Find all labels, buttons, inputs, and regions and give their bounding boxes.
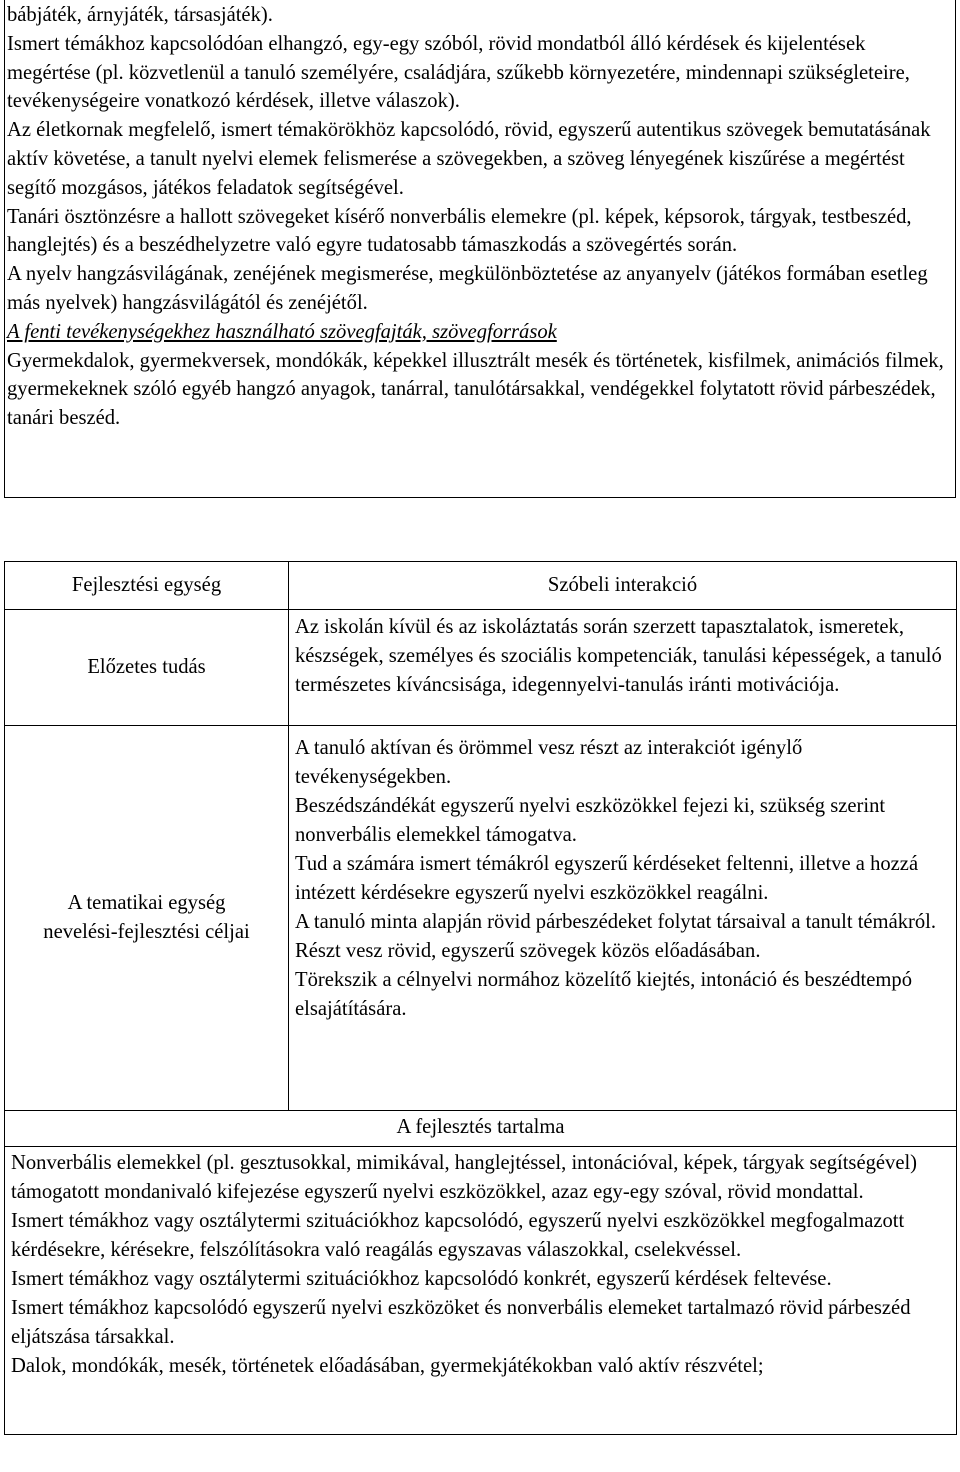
header-left-cell [5, 562, 289, 610]
goals-label-cell [5, 726, 289, 1111]
top-section-text [7, 1, 951, 433]
header-right-cell [289, 562, 957, 610]
goal-item: Beszédszándékát egyszerű nyelvi eszközökkel fejezi ki, szükség szerint nonverbális elemekkel támogatva. [295, 795, 886, 846]
prior-knowledge-row [5, 610, 957, 726]
paragraph-play-types: bábjáték, árnyjáték, társasjáték). [7, 4, 273, 26]
goals-row [5, 726, 957, 1111]
content-body-cell [5, 1147, 957, 1435]
goals-text-cell [289, 726, 957, 1111]
text-sources-list: Gyermekdalok, gyermekversek, mondókák, képekkel illusztrált mesék és történetek, kisfilmek, animációs filmek, gyermekeknek szóló egyéb hangzó anyagok, tanárral, tanulótársakkal, vendégekkel folytatott rövid párbeszédek, tanári beszéd. [7, 349, 944, 430]
content-heading-cell [5, 1111, 957, 1147]
prior-knowledge-text: Az iskolán kívül és az iskoláztatás során szerzett tapasztalatok, ismeretek, készségek, személyes és szociális kompetenciák, tanulási képességek, a tanuló természetes kíváncsisága, idegennyelvi-tanulás iránti motivációja. [295, 616, 942, 696]
content-heading: A fejlesztés tartalma [396, 1116, 565, 1138]
content-item: Ismert témákhoz kapcsolódó egyszerű nyelvi eszközöket és nonverbális elemeket tartalmazó rövid párbeszéd eljátszása társakkal. [11, 1297, 911, 1348]
content-heading-row [5, 1111, 957, 1147]
goal-item: Részt vesz rövid, egyszerű szövegek közös előadásában. [295, 940, 761, 962]
content-item: Ismert témákhoz vagy osztálytermi szituációkhoz kapcsolódó konkrét, egyszerű kérdések feltevése. [11, 1268, 832, 1290]
development-unit-label: Fejlesztési egység [71, 574, 222, 596]
prior-knowledge-text-cell [289, 610, 957, 726]
content-item: Dalok, mondókák, mesék, történetek előadásában, gyermekjátékokban való aktív részvétel; [11, 1355, 764, 1377]
goals-label-line-1: A tematikai egység [67, 892, 226, 914]
paragraph-listening-comprehension: Ismert témákhoz kapcsolódóan elhangzó, egy-egy szóból, rövid mondatból álló kérdések és kijelentések megértése (pl. közvetlenül a tanuló személyére, családjára, szűkebb környezetére, mindennapi szükségleteire, tevékenységeire vonatkozó kérdések, illetve válaszok). [7, 32, 910, 113]
paragraph-authentic-texts: Az életkornak megfelelő, ismert témakörökhöz kapcsolódó, rövid, egyszerű autentikus szövegek bemutatásának aktív követése, a tanult nyelvi elemek felismerése a szövegekben, a szöveg lényegének kiszűrése a megértést segítő mozgásos, játékos feladatok segítségével. [7, 119, 931, 199]
content-item: Ismert témákhoz vagy osztálytermi szituációkhoz kapcsolódó, egyszerű nyelvi eszközökkel megfogalmazott kérdésekre, kérésekre, felszólításokra való reagálás egyszavas válaszokkal, cselekvéssel. [11, 1210, 905, 1261]
text-sources-heading: A fenti tevékenységekhez használható szövegfajták, szövegforrások [7, 320, 557, 343]
content-item: Nonverbális elemekkel (pl. gesztusokkal, mimikával, hanglejtéssel, intonációval, képek, tárgyak segítségével) támogatott mondanivaló kifejezése egyszerű nyelvi eszközökkel, azaz egy-egy szóval, rövid mondattal. [11, 1152, 918, 1203]
prior-knowledge-label-cell [5, 610, 289, 726]
goal-item: A tanuló aktívan és örömmel vesz részt az interakciót igénylő tevékenységekben. [295, 737, 803, 788]
prior-knowledge-label: Előzetes tudás [87, 656, 206, 678]
unit-title: Szóbeli interakció [547, 574, 698, 596]
goals-label-line-2: nevelési-fejlesztési céljai [43, 921, 250, 943]
content-body-row [5, 1147, 957, 1435]
table-header-row [5, 562, 957, 610]
development-unit-table [4, 561, 957, 1435]
goal-item: A tanuló minta alapján rövid párbeszédeket folytat társaival a tanult témákról. [295, 911, 937, 933]
paragraph-sound-world: A nyelv hangzásvilágának, zenéjének megismerése, megkülönböztetése az anyanyelv (játékos formában esetleg más nyelvek) hangzásvilágától és zenéjétől. [7, 263, 928, 314]
goal-item: Törekszik a célnyelvi normához közelítő kiejtés, intonáció és beszédtempó elsajátítására. [295, 969, 913, 1020]
paragraph-nonverbal-support: Tanári ösztönzésre a hallott szövegeket kísérő nonverbális elemekre (pl. képek, képsorok, tárgyak, testbeszéd, hanglejtés) és a beszédhelyzetre való egyre tudatosabb támaszkodás a szövegértés során. [7, 205, 912, 257]
goal-item: Tud a számára ismert témákról egyszerű kérdéseket feltenni, illetve a hozzá intézett kérdésekre egyszerű nyelvi eszközökkel reagálni. [295, 853, 919, 904]
